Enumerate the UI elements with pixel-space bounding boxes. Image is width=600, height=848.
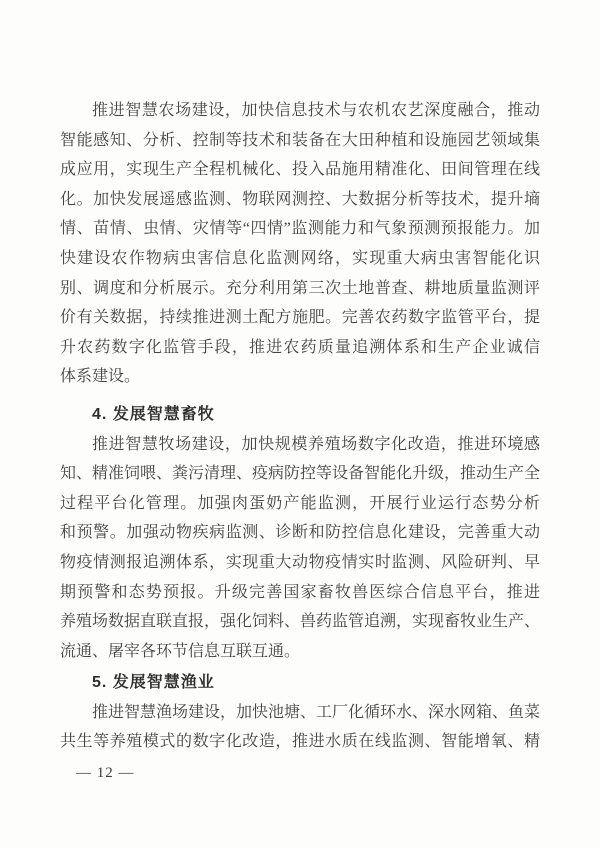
text-line: 升农药数字化监管手段，推进农药质量追溯体系和生产企业诚信 xyxy=(60,338,540,356)
page-number: — 12 — xyxy=(76,765,135,782)
text-line: 快建设农作物病虫害信息化监测网络，实现重大病虫害智能化识 xyxy=(60,249,540,267)
text-line: 推进智慧牧场建设，加快规模养殖场数字化改造，推进环境感 xyxy=(92,435,540,453)
paragraph-livestock xyxy=(60,430,540,667)
text-line: 成应用，实现生产全程机械化、投入品施用精准化、田间管理在线 xyxy=(60,161,540,179)
section-heading-livestock: 4. 发展智慧畜牧 xyxy=(92,405,215,423)
paragraph-smart-planting xyxy=(60,96,540,392)
text-line: 智能感知、分析、控制等技术和装备在大田种植和设施园艺领域集 xyxy=(60,131,540,149)
text-line: 价有关数据，持续推进测土配方施肥。完善农药数字监管平台，提 xyxy=(60,309,540,327)
text-line: 推进智慧渔场建设，加快池塘、工厂化循环水、深水网箱、鱼菜 xyxy=(92,703,540,721)
text-line: 知、精准饲喂、粪污清理、疫病防控等设备智能化升级，推动生产全 xyxy=(60,465,540,483)
text-line: 物疫情测报追溯体系，实现重大动物疫情实时监测、风险研判、早 xyxy=(60,553,540,571)
section-heading-fishery: 5. 发展智慧渔业 xyxy=(92,674,215,692)
text-line: 推进智慧农场建设，加快信息技术与农机农艺深度融合，推动 xyxy=(92,102,540,119)
text-line: 体系建设。 xyxy=(60,368,141,386)
text-line: 期预警和态势预报。升级完善国家畜牧兽医综合信息平台，推进 xyxy=(60,583,540,601)
text-line: 共生等养殖模式的数字化改造，推进水质在线监测、智能增氧、精 xyxy=(60,733,540,751)
text-line: 和预警。加强动物疾病监测、诊断和防控信息化建设，完善重大动 xyxy=(60,524,540,542)
text-line: 养殖场数据直联直报，强化饲料、兽药监管追溯，实现畜牧业生产、 xyxy=(60,613,540,631)
text-line: 流通、屠宰各环节信息互联互通。 xyxy=(60,642,301,660)
text-line: 过程平台化管理。加强肉蛋奶产能监测，开展行业运行态势分析 xyxy=(60,494,540,512)
paragraph-fishery xyxy=(60,698,540,757)
text-line: 别、调度和分析展示。充分利用第三次土地普查、耕地质量监测评 xyxy=(60,279,540,297)
text-line: 化。加快发展遥感监测、物联网测控、大数据分析等技术，提升墒 xyxy=(60,190,540,208)
text-line: 情、苗情、虫情、灾情等“四情”监测能力和气象预测预报能力。加 xyxy=(60,220,540,238)
